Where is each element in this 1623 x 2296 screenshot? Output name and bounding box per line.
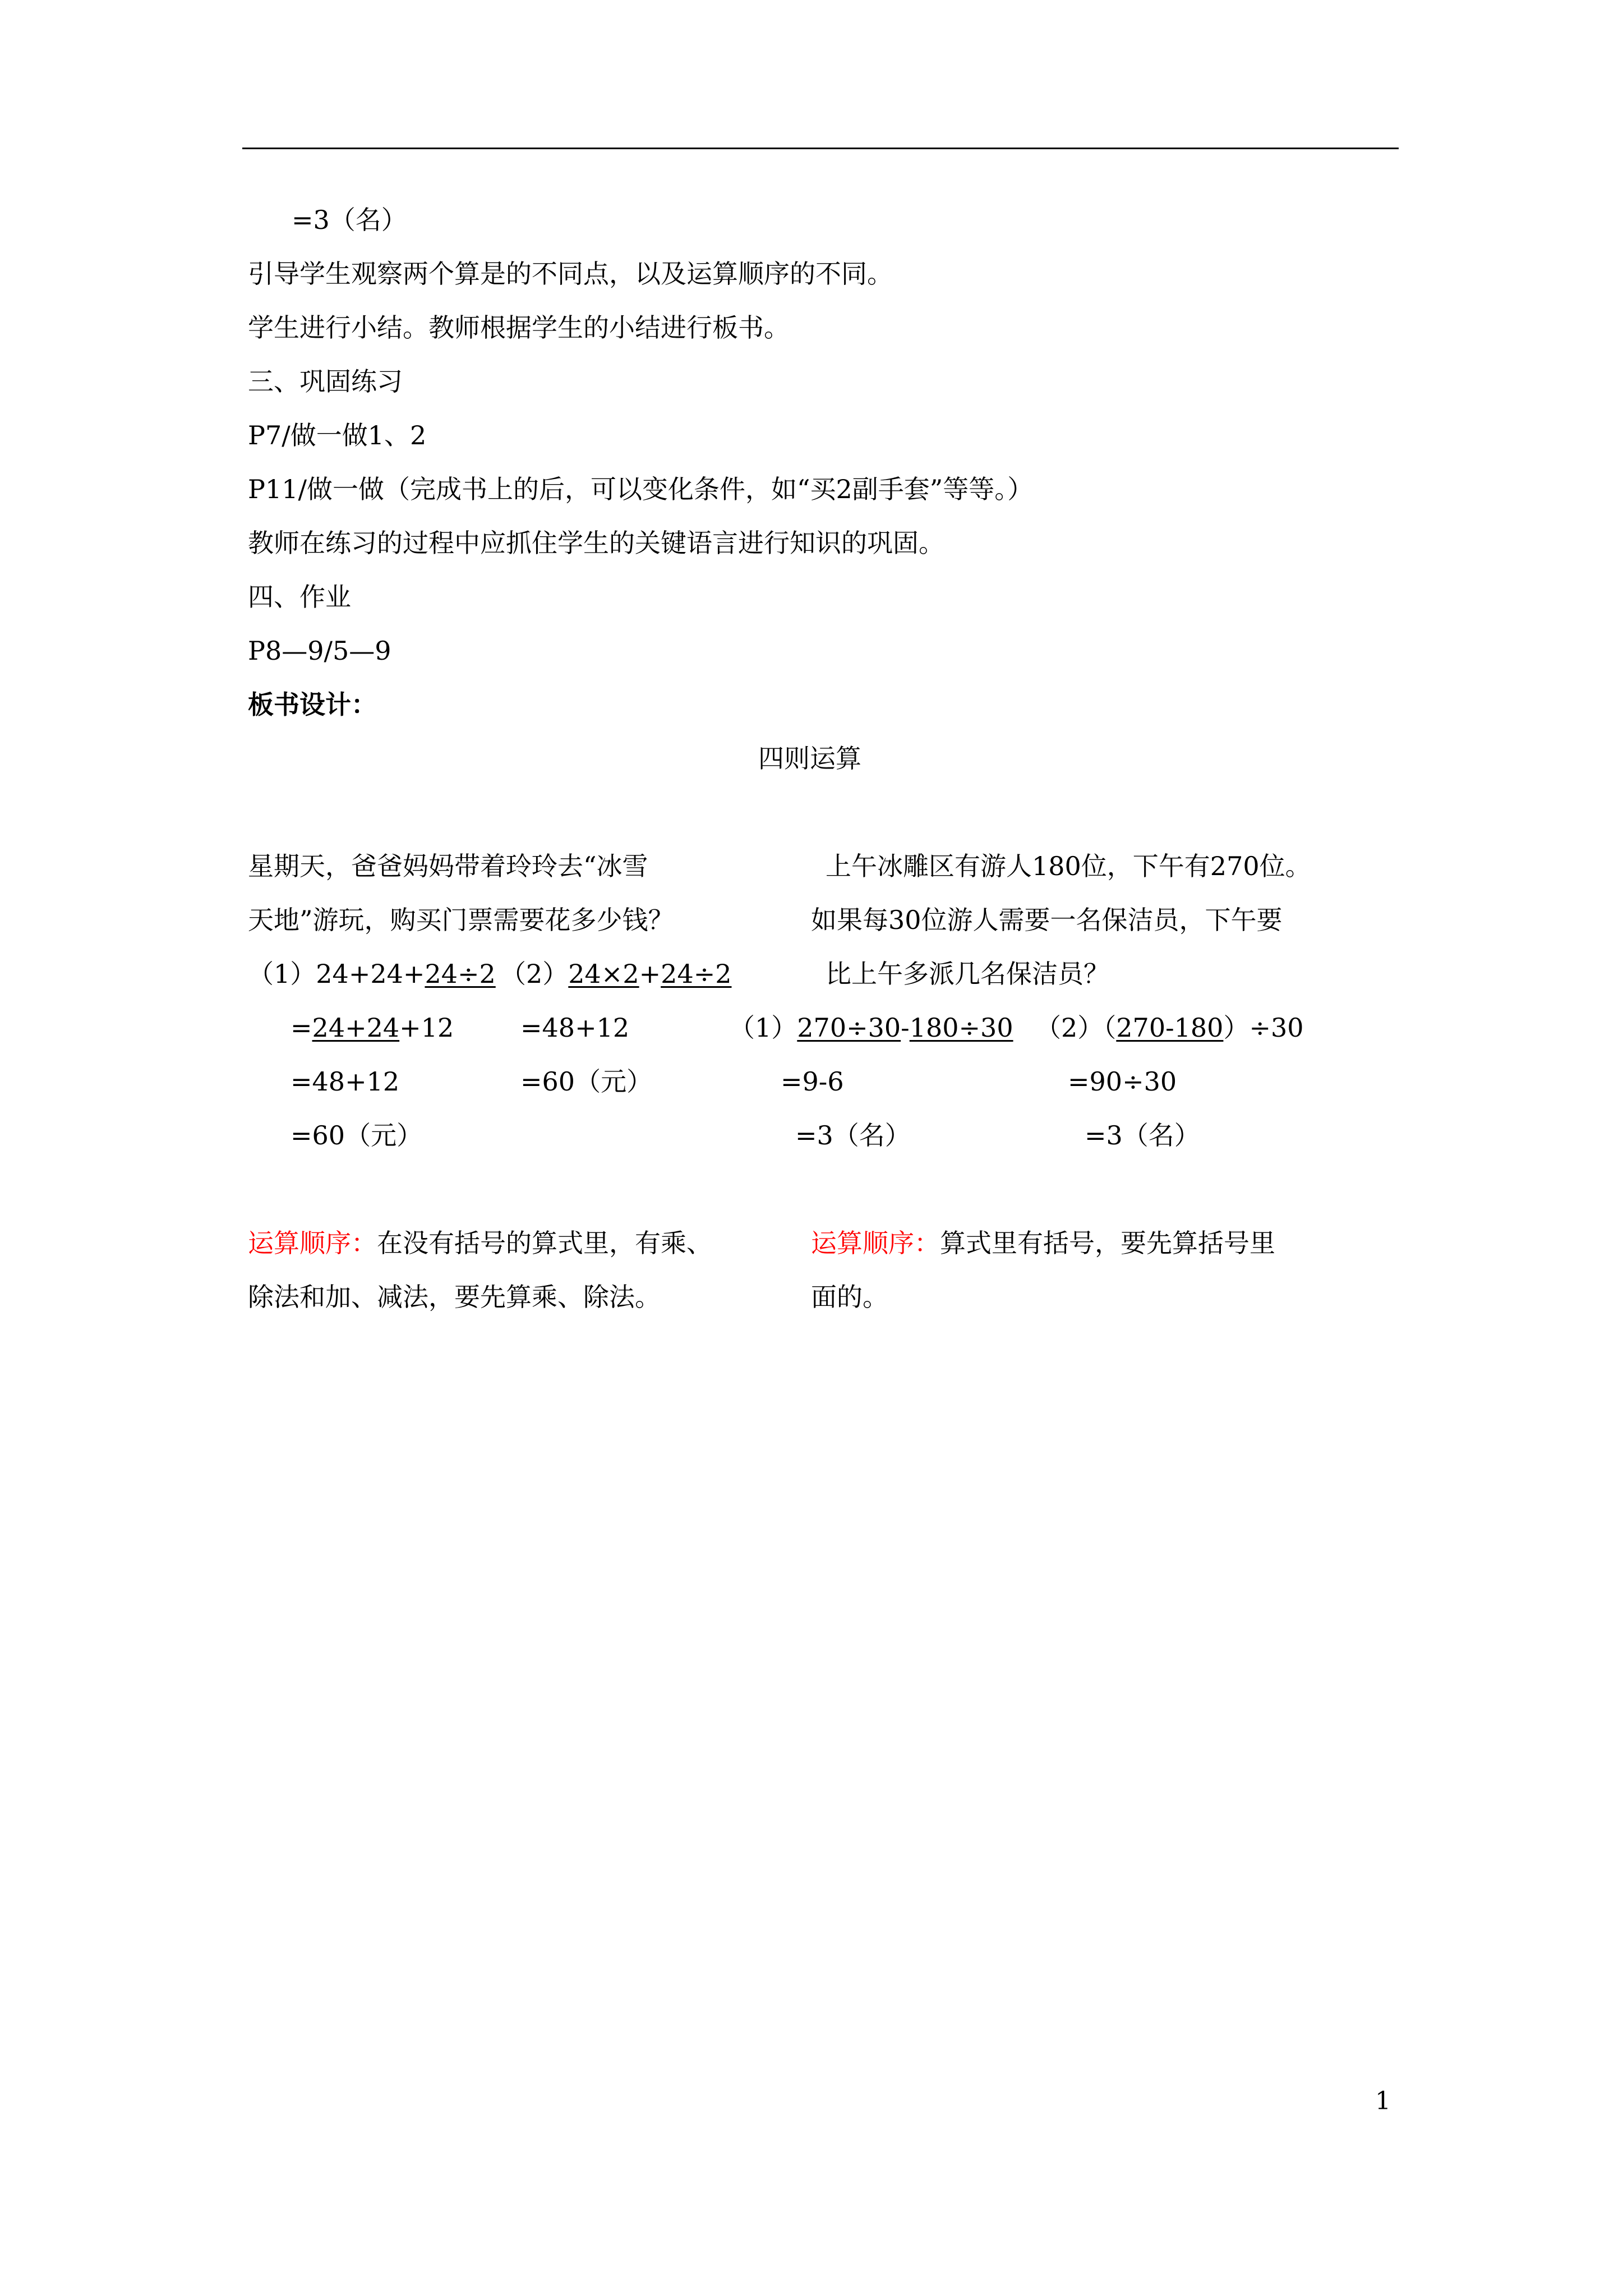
order-rule-right-line-2: 面的。 <box>811 1282 888 1312</box>
expression-underlined-part: 180÷30 <box>909 1013 1013 1043</box>
order-rule-label: 运算顺序： <box>811 1228 940 1258</box>
method-number: （1） <box>729 1013 797 1043</box>
left-method-1-step-1: =24+24+12 <box>291 1013 454 1043</box>
order-rule-label: 运算顺序： <box>248 1228 377 1258</box>
method-number: （1） <box>248 959 316 989</box>
left-method-2-step-1: =48+12 <box>520 1013 630 1043</box>
right-method-2-step-2: =3（名） <box>1085 1120 1200 1151</box>
left-method-1-expression <box>248 957 496 991</box>
expression-underlined-part: 24÷2 <box>425 959 496 989</box>
left-problem-line-1: 星期天，爸爸妈妈带着玲玲去“冰雪 <box>248 851 648 881</box>
page-number: 1 <box>1375 2087 1391 2115</box>
instruction-line: 引导学生观察两个算是的不同点，以及运算顺序的不同。 <box>248 259 893 289</box>
right-method-1-expression: （1）270÷30-180÷30 <box>729 1013 1013 1043</box>
left-method-1-step-3: =60（元） <box>291 1120 423 1151</box>
expression-underlined-part: 24×2 <box>568 959 639 989</box>
right-method-2-expression: （2）（270-180）÷30 <box>1035 1013 1304 1043</box>
method-number: （2）（ <box>1035 1013 1117 1043</box>
section-heading-practice: 三、巩固练习 <box>248 366 403 397</box>
order-rule-right-line-1: 运算顺序：算式里有括号，要先算括号里 <box>811 1228 1275 1258</box>
order-rule-left-line-1: 运算顺序：在没有括号的算式里，有乘、 <box>248 1228 712 1258</box>
result-line: =3（名） <box>292 205 407 235</box>
right-problem-line-3: 比上午多派几名保洁员？ <box>826 959 1109 989</box>
exercise-line-1: P7/做一做1、2 <box>248 420 427 450</box>
right-method-1-step-1: =9-6 <box>781 1066 844 1097</box>
teacher-note-line: 教师在练习的过程中应抓住学生的关键语言进行知识的巩固。 <box>248 528 944 558</box>
order-rule-left-line-2: 除法和加、减法，要先算乘、除法。 <box>248 1282 661 1312</box>
board-design-label: 板书设计： <box>248 689 377 720</box>
expression-underlined-part: 24÷2 <box>661 959 732 989</box>
summary-line: 学生进行小结。教师根据学生的小结进行板书。 <box>248 312 790 343</box>
homework-line: P8—9/5—9 <box>248 636 391 666</box>
exercise-line-2: P11/做一做（完成书上的后，可以变化条件，如“买2副手套”等等。） <box>248 474 1034 504</box>
right-problem-line-1: 上午冰雕区有游人180位，下午有270位。 <box>826 851 1311 881</box>
left-method-1-step-2: =48+12 <box>291 1066 400 1097</box>
left-method-2-expression: （2）24×2+24÷2 <box>500 959 732 989</box>
right-problem-line-2: 如果每30位游人需要一名保洁员，下午要 <box>811 905 1283 935</box>
expression-part: 24+24+ <box>316 959 425 989</box>
expression-underlined-part: 24+24 <box>312 1013 400 1043</box>
header-rule <box>242 148 1399 149</box>
expression-underlined-part: 270-180 <box>1116 1013 1224 1043</box>
section-heading-homework: 四、作业 <box>248 582 351 612</box>
method-number: （2） <box>500 959 569 989</box>
left-problem-line-2: 天地”游玩，购买门票需要花多少钱？ <box>248 905 674 935</box>
left-method-2-step-2: =60（元） <box>520 1066 653 1097</box>
right-method-1-step-2: =3（名） <box>795 1120 911 1151</box>
board-title: 四则运算 <box>758 743 861 774</box>
right-method-2-step-1: =90÷30 <box>1068 1066 1177 1097</box>
expression-underlined-part: 270÷30 <box>797 1013 901 1043</box>
